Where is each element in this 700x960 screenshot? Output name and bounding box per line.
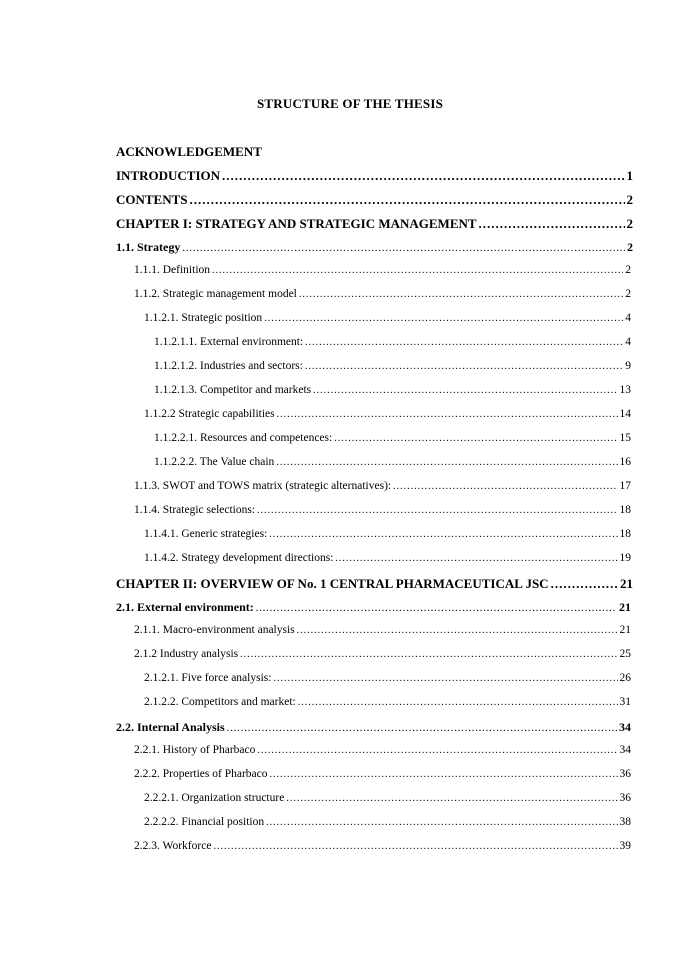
toc-entry-label: 1.1.4. Strategic selections:	[134, 504, 256, 516]
toc-leader-dots	[266, 817, 617, 828]
toc-leader-dots	[297, 625, 618, 636]
toc-page-number: 9	[625, 360, 631, 372]
toc-page-number: 14	[619, 408, 631, 420]
toc-entry-1-1-2-1-2	[154, 360, 631, 380]
toc-entry-1-1-4	[134, 504, 631, 524]
toc-entry-label: 1.1.4.2. Strategy development directions:	[144, 552, 334, 564]
toc-entry-1-1-1	[134, 264, 631, 284]
toc-entry-2-1-2-2	[144, 696, 631, 716]
toc-entry-acknowledgement	[116, 144, 633, 164]
toc-entry-label: ACKNOWLEDGEMENT	[116, 144, 262, 159]
toc-entry-contents	[116, 192, 633, 212]
toc-page-number: 21	[619, 600, 631, 614]
toc-entry-2-1-1	[134, 624, 631, 644]
toc-entry-label: 1.1.2.2.1. Resources and competences:	[154, 432, 333, 444]
toc-entry-label: 1.1.2.2 Strategic capabilities	[144, 408, 275, 420]
toc-entry-label: 1.1.2.1.1. External environment:	[154, 336, 304, 348]
toc-entry-1-1-2-2-1	[154, 432, 631, 452]
toc-entry-label: 1.1.2.2.2. The Value chain	[154, 456, 275, 468]
toc-entry-1-1-2-1	[144, 312, 631, 332]
toc-entry-1-1-2-2	[144, 408, 631, 428]
toc-entry-2-1-2	[134, 648, 631, 668]
toc-leader-dots	[182, 243, 625, 254]
toc-entry-2-2-3	[134, 840, 631, 860]
toc-entry-label: 2.2.1. History of Pharbaco	[134, 744, 256, 756]
document-title: STRUCTURE OF THE THESIS	[256, 96, 444, 111]
toc-leader-dots	[257, 745, 617, 756]
toc-entry-2-2-2-1	[144, 792, 631, 812]
toc-leader-dots	[299, 289, 623, 300]
toc-entry-chapter-1	[116, 216, 633, 236]
toc-entry-label: 2.2.3. Workforce	[134, 840, 212, 852]
toc-entry-label: INTRODUCTION	[116, 168, 221, 183]
toc-leader-dots	[305, 337, 623, 348]
toc-entry-label: 1.1.1. Definition	[134, 264, 211, 276]
toc-entry-label: 2.2.2. Properties of Pharbaco	[134, 768, 268, 780]
toc-entry-introduction	[116, 168, 633, 188]
toc-entry-label: 2.2.2.1. Organization structure	[144, 792, 285, 804]
toc-entry-label: 2.1.2 Industry analysis	[134, 648, 239, 660]
toc-entry-2-1	[116, 600, 631, 620]
toc-leader-dots	[551, 576, 618, 592]
toc-leader-dots	[222, 168, 624, 184]
toc-entry-label: CONTENTS	[116, 192, 188, 207]
toc-entry-label: 2.1.2.2. Competitors and market:	[144, 696, 296, 708]
toc-entry-1-1-2-1-1	[154, 336, 631, 356]
toc-leader-dots	[213, 841, 617, 852]
toc-leader-dots	[277, 409, 618, 420]
toc-page-number: 36	[619, 768, 631, 780]
toc-entry-label: CHAPTER I: STRATEGY AND STRATEGIC MANAGEMENT	[116, 216, 477, 231]
toc-leader-dots	[270, 769, 618, 780]
toc-leader-dots	[335, 553, 617, 564]
toc-entry-2-2	[116, 720, 631, 740]
toc-page-number: 39	[619, 840, 631, 852]
toc-page-number: 2	[627, 240, 633, 254]
toc-leader-dots	[264, 313, 623, 324]
toc-leader-dots	[305, 361, 623, 372]
toc-entry-1-1	[116, 240, 633, 260]
toc-page-number: 26	[619, 672, 631, 684]
toc-page-number: 18	[619, 504, 631, 516]
toc-entry-2-1-2-1	[144, 672, 631, 692]
toc-page-number: 21	[620, 576, 633, 591]
toc-page-number: 4	[625, 336, 631, 348]
toc-entry-label: 1.1. Strategy	[116, 240, 181, 254]
toc-leader-dots	[298, 697, 618, 708]
toc-leader-dots	[212, 265, 623, 276]
toc-entry-label: 2.2. Internal Analysis	[116, 720, 225, 734]
toc-entry-2-2-1	[134, 744, 631, 764]
toc-entry-2-2-2-2	[144, 816, 631, 836]
toc-page-number: 34	[619, 720, 631, 734]
toc-leader-dots	[313, 385, 617, 396]
toc-entry-label: 1.1.4.1. Generic strategies:	[144, 528, 268, 540]
toc-page-number: 13	[619, 384, 631, 396]
toc-entry-label: 2.1. External environment:	[116, 600, 254, 614]
toc-entry-label: 2.2.2.2. Financial position	[144, 816, 265, 828]
toc-leader-dots	[393, 481, 617, 492]
toc-leader-dots	[227, 723, 617, 734]
toc-page-number: 16	[619, 456, 631, 468]
toc-entry-2-2-2	[134, 768, 631, 788]
toc-page-number: 36	[619, 792, 631, 804]
toc-page-number: 19	[619, 552, 631, 564]
toc-page-number: 4	[625, 312, 631, 324]
toc-entry-label: CHAPTER II: OVERVIEW OF No. 1 CENTRAL PHARMACEUTICAL JSC	[116, 576, 549, 591]
toc-entry-1-1-2-2-2	[154, 456, 631, 476]
toc-leader-dots	[334, 433, 617, 444]
toc-leader-dots	[276, 457, 617, 468]
toc-entry-label: 1.1.2.1.2. Industries and sectors:	[154, 360, 303, 372]
toc-entry-label: 1.1.2.1. Strategic position	[144, 312, 263, 324]
toc-page-number: 25	[619, 648, 631, 660]
toc-entry-1-1-3	[134, 480, 631, 500]
toc-entry-1-1-4-2	[144, 552, 631, 572]
toc-entry-label: 1.1.2.1.3. Competitor and markets	[154, 384, 312, 396]
toc-leader-dots	[240, 649, 617, 660]
toc-page-number: 2	[625, 264, 631, 276]
toc-entry-label: 2.1.2.1. Five force analysis:	[144, 672, 272, 684]
toc-leader-dots	[479, 216, 625, 232]
toc-page-number: 21	[619, 624, 631, 636]
toc-page-number: 34	[619, 744, 631, 756]
toc-page-number: 2	[626, 216, 633, 231]
toc-entry-label: 2.1.1. Macro-environment analysis	[134, 624, 295, 636]
toc-page-number: 2	[625, 288, 631, 300]
toc-page-number: 1	[626, 168, 633, 183]
toc-page-number: 15	[619, 432, 631, 444]
toc-leader-dots	[257, 505, 617, 516]
toc-entry-1-1-4-1	[144, 528, 631, 548]
toc-leader-dots	[273, 673, 617, 684]
toc-leader-dots	[256, 603, 617, 614]
toc-leader-dots	[286, 793, 617, 804]
toc-leader-dots	[269, 529, 617, 540]
toc-page-number: 38	[619, 816, 631, 828]
toc-page-number: 18	[619, 528, 631, 540]
toc-page-number: 31	[619, 696, 631, 708]
toc-leader-dots	[190, 192, 625, 208]
toc-entry-1-1-2-1-3	[154, 384, 631, 404]
toc-entry-chapter-2	[116, 576, 633, 596]
toc-page-number: 2	[626, 192, 633, 207]
toc-entry-label: 1.1.2. Strategic management model	[134, 288, 297, 300]
toc-entry-1-1-2	[134, 288, 631, 308]
toc-entry-label: 1.1.3. SWOT and TOWS matrix (strategic alternatives):	[134, 480, 392, 492]
toc-page-number: 17	[619, 480, 631, 492]
